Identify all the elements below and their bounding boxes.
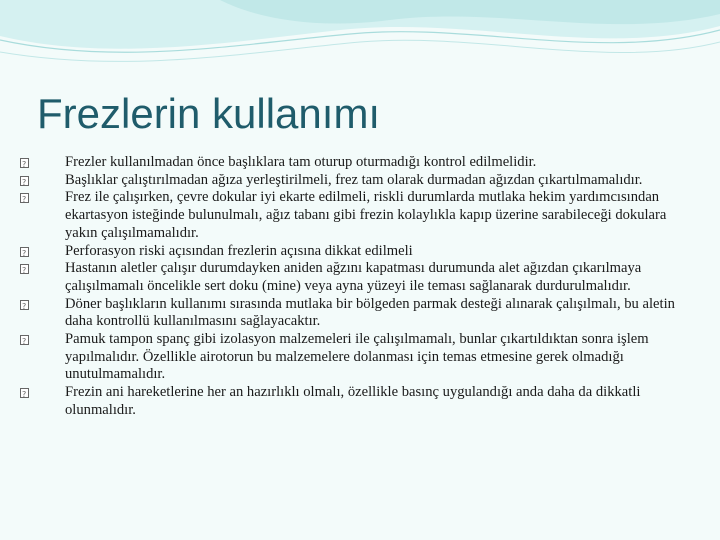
bullet-text: Hastanın aletler çalışır durumdayken aniden ağzını kapatması durumunda alet ağızdan çıkarılmaya çalışılmamalı öncelikle sert doku (mine) veya ayna yüzeyi ile teması sağlanarak durdurulmalıdır. [65,260,642,294]
bullet-text: Başlıklar çalıştırılmadan ağıza yerleştirilmeli, frez tam olarak durmadan ağızdan çıkartılmamalıdır. [65,171,643,188]
slide-title: Frezlerin kullanımı [37,90,381,137]
bullet-item [20,243,675,261]
missing-glyph-box-icon [20,300,29,310]
missing-glyph-box-icon [20,158,29,168]
missing-glyph-box-icon [20,264,29,274]
bullet-item [20,154,675,172]
bullet-list [20,154,675,420]
missing-glyph-box-icon [20,247,29,257]
bullet-text: Frez ile çalışırken, çevre dokular iyi ekarte edilmeli, riskli durumlarda mutlaka hekim yardımcısından ekartasyon isteğinde bulunulmalı, ağız tabanı gibi frezin kolaylıkla kapıp üzerine sarabileceği dokulara yakın çalışılmamalıdır. [65,189,667,241]
missing-glyph-box-icon [20,193,29,203]
bullet-item [20,172,675,190]
missing-glyph-box-icon [20,335,29,345]
bullet-text: Frezler kullanılmadan önce başlıklara tam oturup oturmadığı kontrol edilmelidir. [65,154,537,170]
bullet-text: Pamuk tampon spanç gibi izolasyon malzemeleri ile çalışılmamalı, bunlar çıkartıldıktan sonra işlem yapılmalıdır. Özellikle airotorun bu malzemelere dolanması için temas etmesine gerek olmadığı unutulmamalıdır. [65,331,649,383]
missing-glyph-box-icon [20,176,29,186]
missing-glyph-box-icon [20,388,29,398]
bullet-item [20,296,675,331]
header-wave-decoration [0,0,720,90]
bullet-text: Frezin ani hareketlerine her an hazırlıklı olmalı, özellikle basınç uygulandığı anda daha da dikkatli olunmalıdır. [65,384,641,418]
bullet-item [20,384,675,419]
bullet-item [20,260,675,295]
bullet-item [20,331,675,384]
bullet-item [20,189,675,242]
bullet-text: Perforasyon riski açısından frezlerin açısına dikkat edilmeli [65,242,413,259]
bullet-text: Döner başlıkların kullanımı sırasında mutlaka bir bölgeden parmak desteği alınarak çalışılmalı, bu aletin daha kontrollü kullanılmasını sağlayacaktır. [65,295,675,330]
